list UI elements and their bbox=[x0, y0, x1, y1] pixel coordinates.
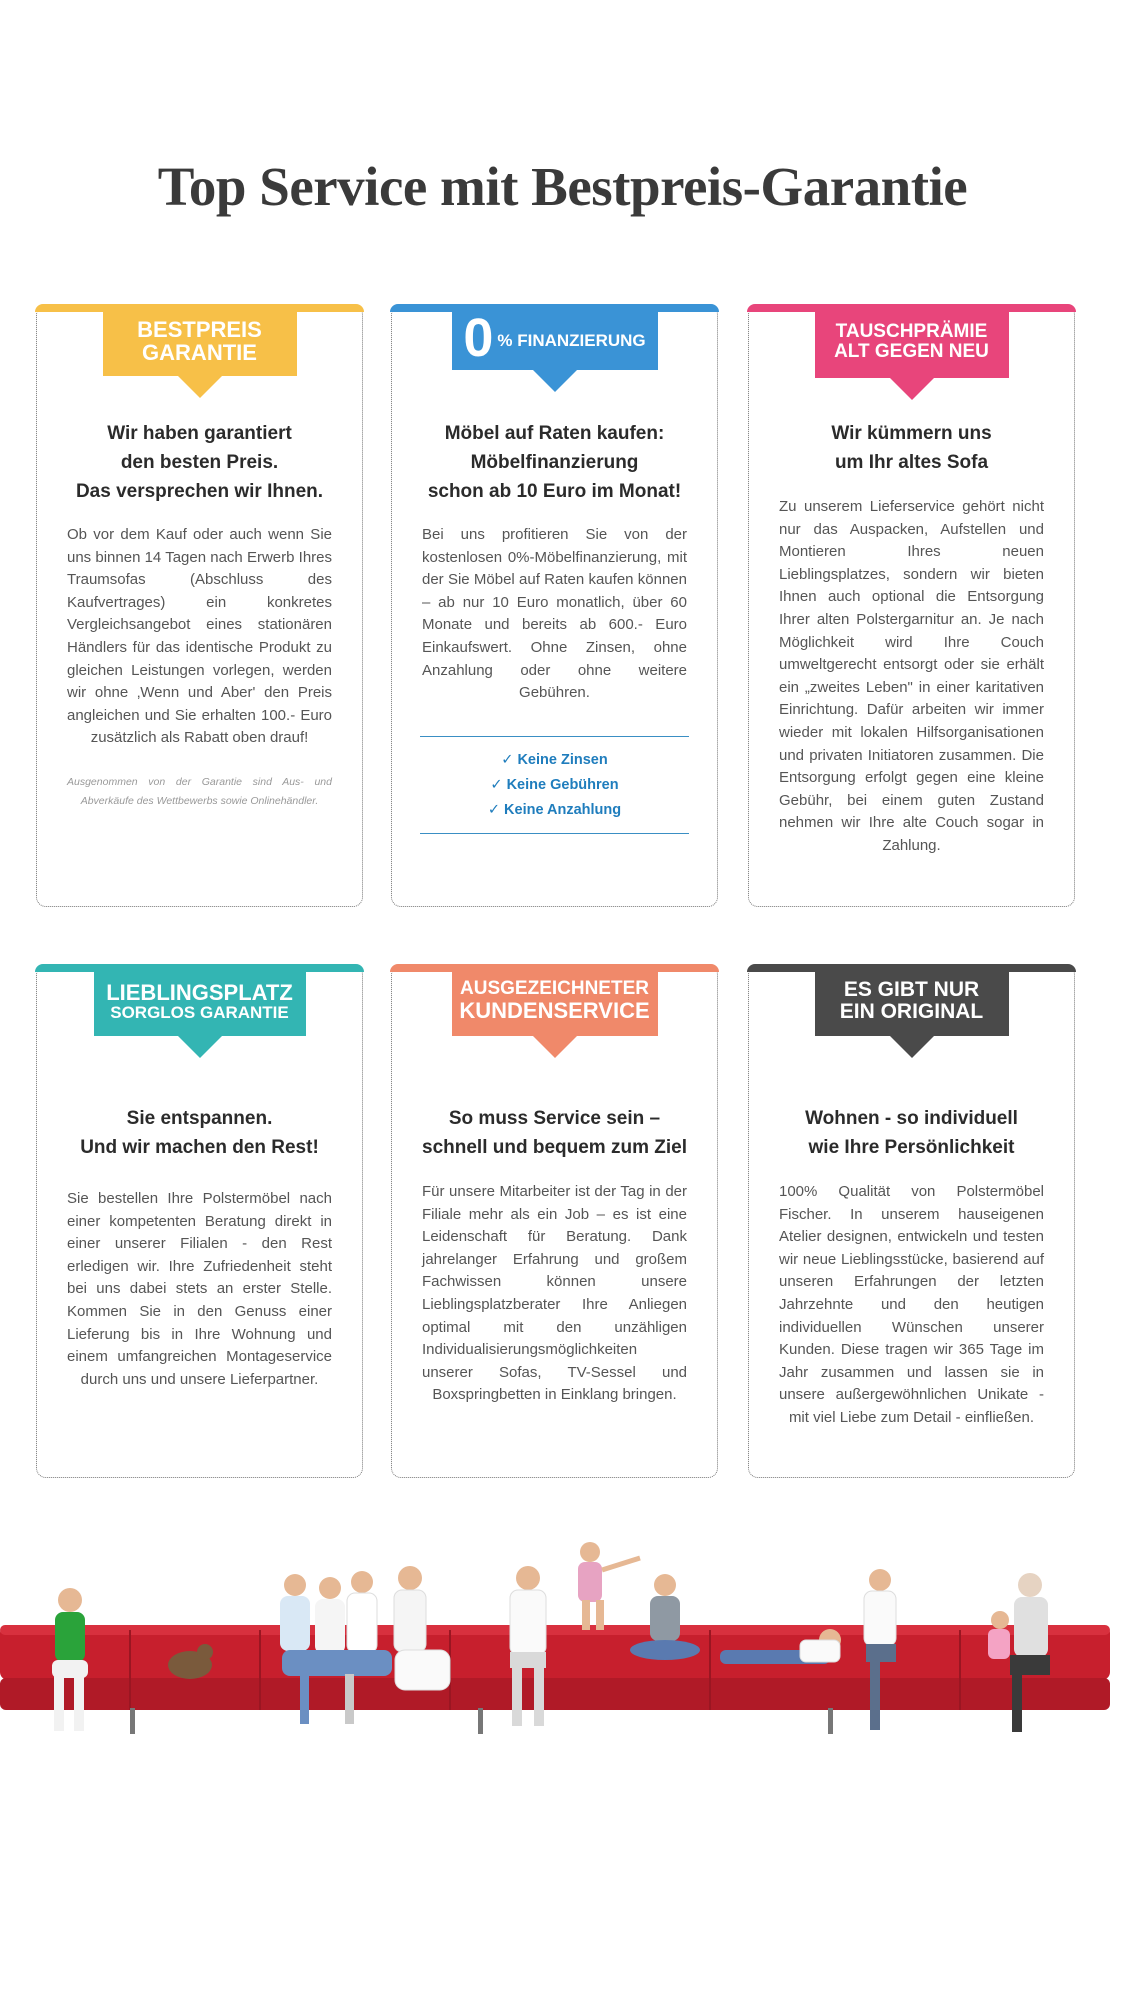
card-headline: Möbel auf Raten kaufen: Möbelfinanzierung schon ab 10 Euro im Monat! bbox=[427, 423, 682, 502]
banner-line2: EIN ORIGINAL bbox=[839, 1000, 984, 1023]
banner-line2: KUNDENSERVICE bbox=[459, 998, 650, 1024]
banner-bestpreis bbox=[103, 306, 297, 376]
banner-line2: GARANTIE bbox=[142, 340, 257, 365]
check-item: ✓ Keine Zinsen bbox=[501, 752, 608, 768]
card-finanzierung bbox=[391, 305, 718, 907]
card-footnote: Ausgenommen von der Garantie sind Aus- und Abverkäufe des Wettbewerbs sowie Onlinehändler. bbox=[67, 776, 332, 807]
banner-line1: LIEBLINGSPLATZ bbox=[106, 979, 293, 1005]
card-headline: So muss Service sein – schnell und bequem zum Ziel bbox=[422, 1108, 687, 1158]
card-body: Ob vor dem Kauf oder auch wenn Sie uns binnen 14 Tagen nach Erwerb Ihres Traumsofas (Abschluss des Kaufvertrages) ein konkretes Vergleichsangebot eines stationären Händlers für das identische Produkt zu gleichen Leistungen vorlegen, werden wir ohne ‚Wenn und Aber' den Preis angleichen und Sie erhalten 100.- Euro zusätzlich als Rabatt oben drauf! bbox=[67, 526, 332, 747]
banner-line2: SORGLOS GARANTIE bbox=[110, 1002, 289, 1022]
banner-line1: TAUSCHPRÄMIE bbox=[835, 321, 988, 343]
card-headline: Wir kümmern uns um Ihr altes Sofa bbox=[831, 423, 992, 473]
card-body: Sie bestellen Ihre Polstermöbel nach einer kompetenten Beratung direkt in einer unserer Filialen - den Rest erledigen wir. Ihre Zufriedenheit steht bei uns dabei stets an erster Stelle. Kommen Sie in den Genuss einer Lieferung bis in Ihre Wohnung und einem umfangreichen Montageservice durch uns und unsere Lieferpartner. bbox=[67, 1190, 332, 1388]
banner-line1: AUSGEZEICHNETER bbox=[460, 978, 649, 1000]
check-item: ✓ Keine Anzahlung bbox=[487, 802, 622, 818]
card-headline: Sie entspannen. Und wir machen den Rest! bbox=[80, 1108, 319, 1158]
banner-tauschpraemie bbox=[815, 306, 1009, 378]
card-body: Zu unserem Lieferservice gehört nicht nur das Auspacken, Aufstellen und Montieren Ihres neuen Lieblingsplatzes, sondern wir bieten Ihnen auch optional die Entsorgung Ihrer alten Polstergarnitur an. Je nach Möglichkeit wird Ihre Couch umweltgerecht entsorgt oder sie erhält ein „zweites Leben" in einer karitativen Einrichtung. Dafür arbeiten wir immer wieder mit lokalen Hilfsorganisationen und privaten Initiatoren zusammen. Die Entsorgung erfolgt gegen eine kleine Gebühr, bei einem guten Zustand nehmen wir Ihre alte Couch sogar in Zahlung. bbox=[779, 498, 1044, 854]
banner-original bbox=[815, 966, 1009, 1036]
banner-kundenservice bbox=[452, 966, 658, 1036]
banner-finanzierung bbox=[452, 306, 658, 370]
card-headline: Wohnen - so individuell wie Ihre Persönlichkeit bbox=[805, 1108, 1018, 1158]
banner-lieblingsplatz bbox=[94, 966, 306, 1036]
banner-line1: ES GIBT NUR bbox=[843, 977, 980, 1001]
card-body: Bei uns profitieren Sie von der kostenlosen 0%-Möbelfinanzierung, mit der Sie Möbel auf Raten kaufen können – ab nur 10 Euro monatlich, über 60 Monate und bereits ab 600.- Euro Einkaufswert. Ohne Zinsen, ohne Anzahlung oder ohne weitere Gebühren. bbox=[422, 526, 687, 702]
check-list bbox=[420, 736, 689, 834]
check-item: ✓ Keine Gebühren bbox=[490, 777, 619, 793]
page-title: Top Service mit Bestpreis-Garantie bbox=[157, 156, 968, 217]
banner-zero: 0 bbox=[463, 308, 494, 368]
card-bestpreis-garantie bbox=[36, 305, 363, 907]
card-headline: Wir haben garantiert den besten Preis. Das versprechen wir Ihnen. bbox=[75, 423, 324, 502]
card-body: Für unsere Mitarbeiter ist der Tag in der Filiale mehr als ein Job – es ist eine Leidenschaft für Beratung. Dank jahrelanger Erfahrung und großem Fachwissen können unsere Lieblingsplatzberater Ihre Anliegen optimal mit den unzähligen Individualisierungsmöglichkeiten unserer Sofas, TV-Sessel und Boxspringbetten in Einklang bringen. bbox=[422, 1183, 687, 1404]
banner-line1: % FINANZIERUNG bbox=[497, 331, 646, 351]
card-lieblingsplatz bbox=[36, 965, 363, 1478]
sofa-illustration bbox=[0, 1540, 1125, 1750]
banner-line2: ALT GEGEN NEU bbox=[834, 341, 989, 362]
card-original bbox=[748, 965, 1075, 1478]
card-tauschpraemie bbox=[748, 305, 1075, 907]
sofa-family-image bbox=[0, 1540, 1125, 1750]
card-body: 100% Qualität von Polstermöbel Fischer. In unserem hauseigenen Atelier designen, entwickeln und testen wir neue Lieblingsstücke, basierend auf unseren Erfahrungen der letzten Jahrzehnte und den heutigen individuellen Wünschen unserer Kunden. Diese tragen wir 365 Tage im Jahr zusammen und lassen sie in unsere außergewöhnlichen Unikate - mit viel Liebe zum Detail - einfließen. bbox=[779, 1183, 1044, 1426]
banner-line1: BESTPREIS bbox=[137, 316, 262, 342]
card-kundenservice bbox=[391, 965, 718, 1478]
